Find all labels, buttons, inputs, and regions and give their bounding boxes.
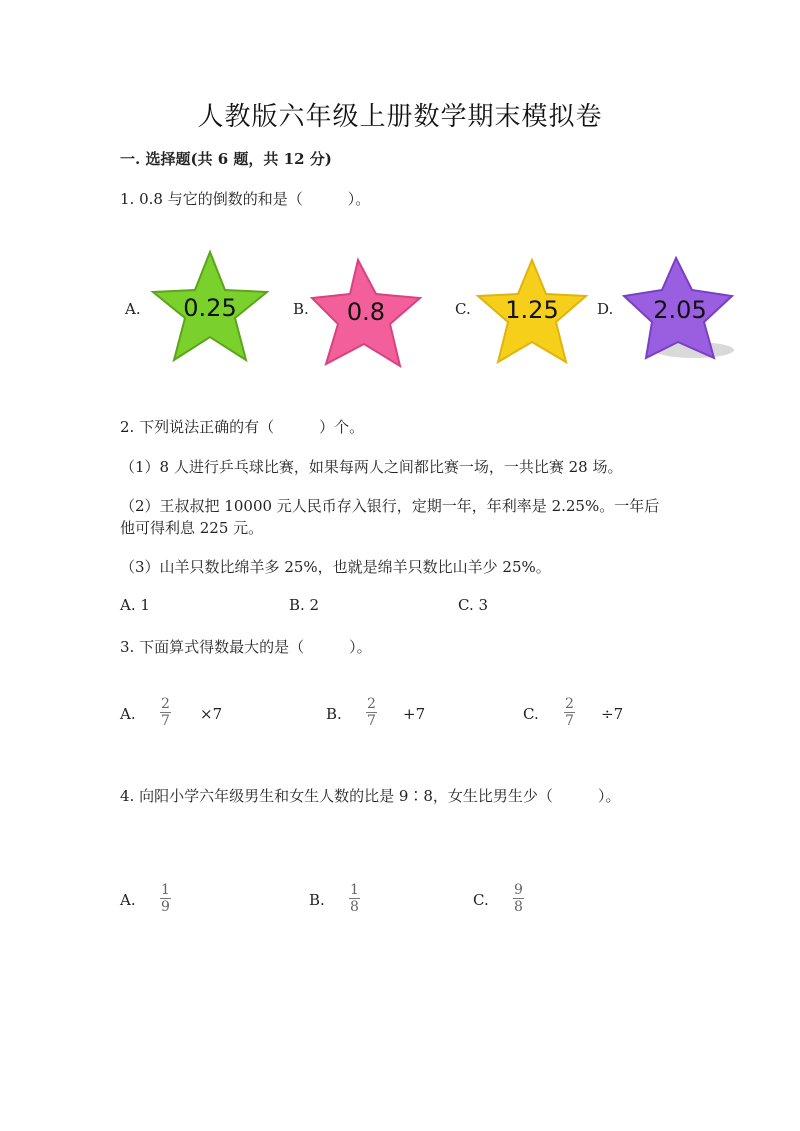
- q1-option-c-letter: C.: [455, 300, 471, 318]
- question-3-stem: 3. 下面算式得数最大的是（ ）。: [120, 638, 372, 656]
- fraction-denominator: 8: [350, 899, 359, 915]
- q3-option-c-operation: ÷7: [601, 705, 624, 723]
- q3-option-a-operation: ×7: [200, 705, 223, 723]
- q1-option-a-letter: A.: [125, 300, 141, 318]
- fraction-numerator: 1: [161, 882, 170, 898]
- fraction-numerator: 2: [367, 696, 376, 712]
- star-value: 1.25: [505, 296, 559, 324]
- q4-option-a-letter: A.: [120, 891, 136, 909]
- q1-option-b-letter: B.: [293, 300, 309, 318]
- fraction-numerator: 2: [161, 696, 170, 712]
- q3-option-b-operation: +7: [403, 705, 426, 723]
- q3-option-b-letter: B.: [326, 705, 342, 723]
- q4-option-c-letter: C.: [473, 891, 489, 909]
- star-icon: [145, 244, 275, 374]
- star-icon: [618, 250, 748, 380]
- question-4-stem: 4. 向阳小学六年级男生和女生人数的比是 9∶8，女生比男生少（ ）。: [120, 787, 621, 805]
- q1-option-c-star: [468, 252, 598, 382]
- q4-option-b-letter: B.: [309, 891, 325, 909]
- question-2-statement-3: （3）山羊只数比绵羊多 25%，也就是绵羊只数比山羊少 25%。: [120, 558, 551, 576]
- fraction-denominator: 7: [565, 713, 574, 729]
- q4-option-b-fraction: [349, 882, 360, 915]
- question-2-statement-2-line-1: （2）王叔叔把 10000 元人民币存入银行，定期一年，年利率是 2.25%。一年后: [120, 497, 660, 515]
- question-2-stem: 2. 下列说法正确的有（ ）个。: [120, 418, 365, 436]
- q1-option-b-star: [308, 254, 438, 384]
- fraction-numerator: 9: [514, 882, 523, 898]
- fraction-denominator: 7: [161, 713, 170, 729]
- fraction-numerator: 1: [350, 882, 359, 898]
- q3-option-b-fraction: [366, 696, 377, 729]
- q1-option-d-star: [618, 250, 748, 380]
- q3-option-c-fraction: [564, 696, 575, 729]
- q3-option-a-letter: A.: [120, 705, 136, 723]
- section-heading: 一. 选择题(共 6 题，共 12 分): [120, 150, 332, 168]
- star-icon: [468, 252, 598, 382]
- q3-option-c-letter: C.: [523, 705, 539, 723]
- star-value: 0.25: [183, 294, 237, 322]
- q2-option-b: B. 2: [289, 596, 320, 614]
- q1-option-d-letter: D.: [597, 300, 614, 318]
- question-2-statement-2-line-2: 他可得利息 225 元。: [120, 519, 264, 537]
- q3-option-a-fraction: [160, 696, 171, 729]
- q2-option-c: C. 3: [458, 596, 489, 614]
- fraction-denominator: 7: [367, 713, 376, 729]
- page-title: 人教版六年级上册数学期末模拟卷: [197, 102, 603, 132]
- fraction-denominator: 9: [161, 899, 170, 915]
- fraction-denominator: 8: [514, 899, 523, 915]
- question-1-stem: 1. 0.8 与它的倒数的和是（ ）。: [120, 190, 371, 208]
- star-value: 0.8: [346, 298, 386, 326]
- q1-option-a-star: [145, 244, 275, 374]
- star-value: 2.05: [653, 296, 707, 324]
- question-2-statement-1: （1）8 人进行乒乓球比赛，如果每两人之间都比赛一场，一共比赛 28 场。: [120, 458, 623, 476]
- fraction-numerator: 2: [565, 696, 574, 712]
- q4-option-a-fraction: [160, 882, 171, 915]
- star-icon: [308, 254, 438, 384]
- q2-option-a: A. 1: [120, 596, 150, 614]
- q4-option-c-fraction: [513, 882, 524, 915]
